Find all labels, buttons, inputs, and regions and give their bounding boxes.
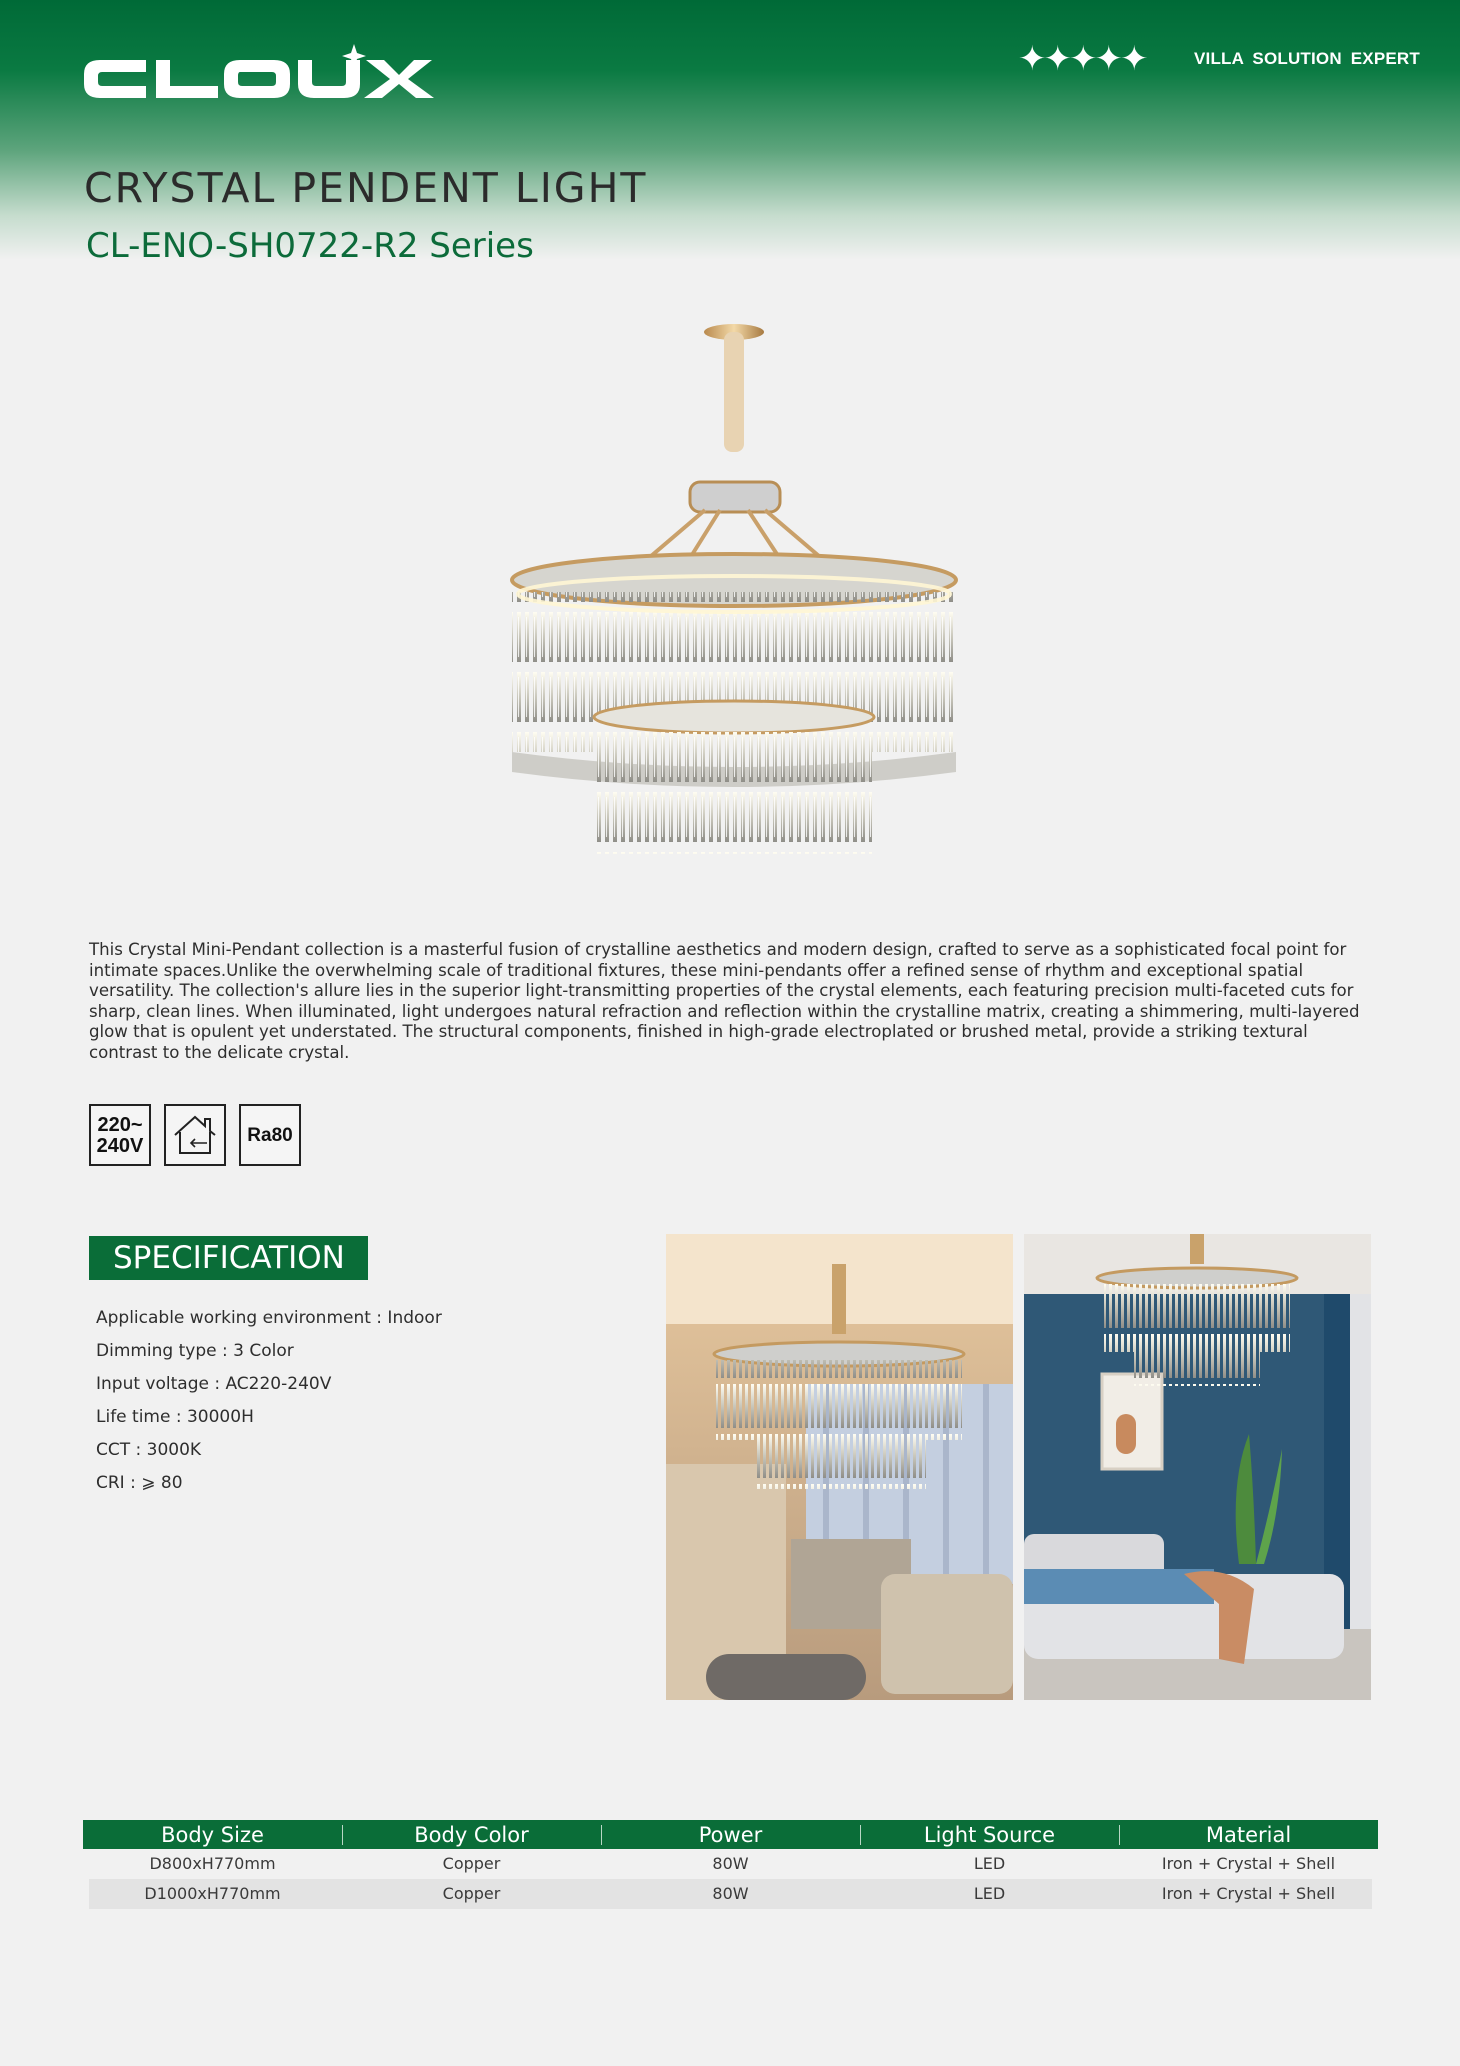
table-cell: Copper	[442, 1854, 501, 1873]
voltage-line-1: 220~	[97, 1113, 143, 1136]
table-cell: LED	[973, 1854, 1006, 1873]
specification-heading: SPECIFICATION	[89, 1236, 368, 1280]
product-size-table	[83, 1820, 1378, 1909]
column-header-power: Power	[601, 1820, 860, 1849]
cloux-logo	[84, 44, 436, 106]
tagline: VILLA SOLUTION EXPERT	[1194, 49, 1420, 68]
spec-item: Dimming type : 3 Color	[96, 1341, 294, 1361]
living-room-scene-image	[666, 1234, 1013, 1700]
column-header-body-color: Body Color	[342, 1820, 601, 1849]
table-cell: Copper	[442, 1884, 501, 1903]
table-cell: D1000xH770mm	[144, 1884, 281, 1903]
column-header-material: Material	[1119, 1820, 1378, 1849]
table-cell: 80W	[712, 1884, 749, 1903]
table-cell: 80W	[712, 1854, 749, 1873]
table-cell: LED	[973, 1884, 1006, 1903]
voltage-line-2: 240V	[96, 1134, 144, 1157]
spec-item: Life time : 30000H	[96, 1407, 254, 1427]
table-cell: D800xH770mm	[149, 1854, 276, 1873]
series-name: CL-ENO-SH0722-R2 Series	[86, 226, 534, 266]
spec-item: Input voltage : AC220-240V	[96, 1374, 332, 1394]
table-cell: Iron + Crystal + Shell	[1161, 1854, 1336, 1873]
column-header-light-source: Light Source	[860, 1820, 1119, 1849]
product-chandelier-image	[500, 312, 960, 874]
header-band	[0, 0, 1460, 260]
spec-item: Applicable working environment : Indoor	[96, 1308, 442, 1328]
product-description: This Crystal Mini-Pendant collection is a masterful fusion of crystalline aesthetics and modern design, crafted to serve as a sophisticated focal point for intimate spaces.Unlike the overwhelming scale of traditional fixtures, these mini-pendants offer a refined sense of rhythm and exceptional spatial versatility. The collection's allure lies in the superior light-transmitting properties of the crystal elements, each featuring precision multi-faceted cuts for sharp, clean lines. When illuminated, light undergoes natural refraction and reflection within the crystalline matrix, creating a shimmering, multi-layered glow that is opulent yet understated. The structural components, finished in high-grade electroplated or brushed metal, provide a striking textural contrast to the delicate crystal.	[89, 940, 1360, 1062]
indoor-badge	[164, 1104, 226, 1166]
spec-item: CCT : 3000K	[96, 1440, 202, 1460]
table-cell: Iron + Crystal + Shell	[1161, 1884, 1336, 1903]
indoor-house-icon	[171, 1113, 219, 1157]
feature-badges	[89, 1104, 301, 1166]
page-title: CRYSTAL PENDENT LIGHT	[84, 164, 648, 212]
voltage-badge	[89, 1104, 151, 1166]
spec-item: CRI : ⩾ 80	[96, 1473, 183, 1493]
specification-list	[96, 1302, 442, 1500]
bedroom-scene-image	[1024, 1234, 1371, 1700]
table-row	[89, 1849, 1372, 1879]
column-header-body-size: Body Size	[161, 1823, 264, 1847]
table-header-row	[83, 1820, 1378, 1849]
rating-stars: ✦✦✦✦✦	[1018, 39, 1146, 79]
table-row	[89, 1879, 1372, 1909]
cri-badge: Ra80	[239, 1104, 301, 1166]
